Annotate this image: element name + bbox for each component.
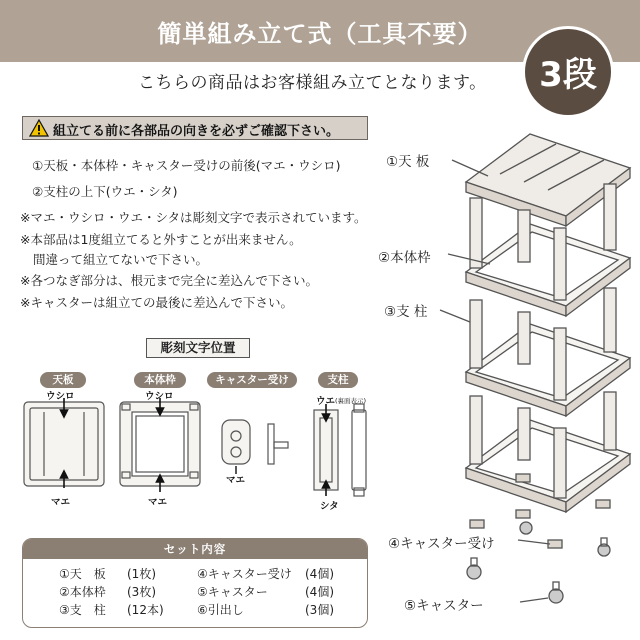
note-2: ※本部品は1度組立てると外すことが出来ません。 [20, 232, 302, 247]
label-mae-top: マエ [51, 497, 71, 508]
label-ushiro-top: ウシロ [46, 391, 75, 402]
top-board-part [24, 402, 104, 486]
caster-holder-part [222, 420, 288, 464]
set-contents-title: セット内容 [23, 539, 367, 559]
callout-body-frame: ②本体枠 [378, 246, 433, 266]
header-title: 簡単組み立て式（工具不要） [157, 20, 483, 48]
label-ue: ウエ [316, 396, 336, 407]
set-item-qty: (12本) [127, 603, 164, 617]
pillar-part [314, 404, 366, 496]
tag-pillar: 支柱 [318, 372, 358, 388]
note-3: 間違って組立てないで下さい。 [33, 252, 209, 267]
set-item-name: ④キャスター受け [197, 567, 292, 581]
tag-top-board: 天板 [40, 372, 86, 388]
note-1: ※マエ・ウシロ・ウエ・シタは彫刻文字で表示されています。 [20, 210, 367, 225]
subtitle: こちらの商品はお客様組み立てとなります。 [138, 73, 487, 93]
callout-caster-holder: ④キャスター受け [388, 532, 497, 552]
check-item-2: ②支柱の上下(ウエ・シタ) [32, 184, 178, 199]
note-4: ※各つなぎ部分は、根元まで完全に差込んで下さい。 [20, 273, 318, 288]
set-item-name: ①天 板 [59, 567, 106, 581]
set-item-name: ⑤キャスター [197, 585, 268, 599]
engrave-title: 彫刻文字位置 [146, 338, 250, 358]
tag-caster-holder: キャスター受け [207, 372, 297, 388]
set-contents-box [22, 538, 368, 628]
set-item-name: ③支 柱 [59, 603, 106, 617]
tag-body-frame: 本体枠 [134, 372, 186, 388]
callout-caster: ⑤キャスター [404, 594, 486, 614]
label-mae-caster: マエ [226, 475, 246, 486]
set-item-name: ⑥引出し [197, 603, 244, 617]
body-frame-part [120, 402, 200, 486]
note-5: ※キャスターは組立ての最後に差込んで下さい。 [20, 295, 293, 310]
label-shita: シタ [320, 501, 339, 512]
check-item-1: ①天板・本体枠・キャスター受けの前後(マエ・ウシロ) [32, 158, 341, 173]
callout-pillar: ③支 柱 [384, 300, 429, 320]
set-item-qty: (1枚) [127, 567, 156, 581]
label-ue-note: (裏面表示) [335, 397, 367, 405]
warning-text: 組立てる前に各部品の向きを必ずご確認下さい。 [53, 124, 340, 139]
set-item-qty: (4個) [305, 567, 334, 581]
tier-badge: 3段 [522, 26, 614, 118]
label-ushiro-frame: ウシロ [145, 391, 174, 402]
set-item-qty: (4個) [305, 585, 334, 599]
set-item-qty: (3枚) [127, 585, 156, 599]
callout-top-board: ①天 板 [386, 150, 431, 170]
set-item-name: ②本体枠 [59, 585, 106, 599]
label-mae-frame: マエ [148, 497, 168, 508]
set-item-qty: (3個) [305, 603, 334, 617]
